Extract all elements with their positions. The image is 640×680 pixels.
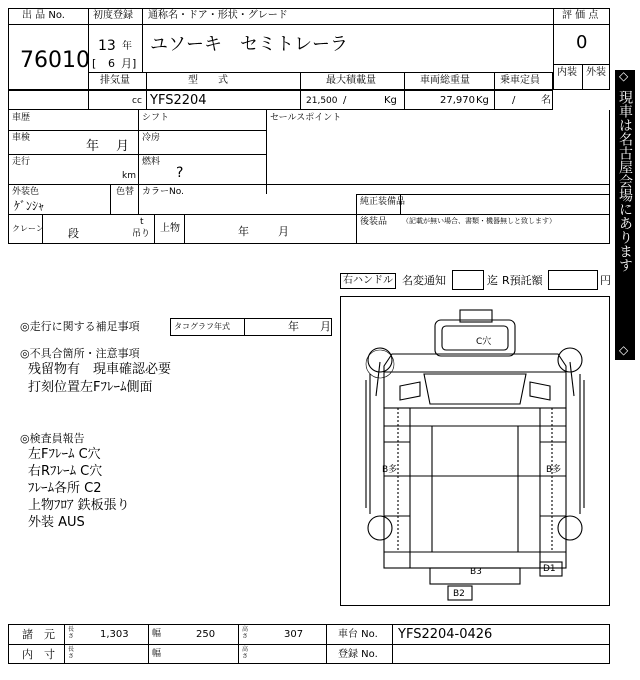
crane-label: クレーン (12, 224, 44, 233)
history-label: 車歴 (12, 113, 31, 123)
r-deposit-label: R預託額 (502, 274, 543, 287)
inner-dims-row-label: 内 寸 (22, 648, 55, 661)
shift-label: シフト (142, 113, 170, 123)
inspection-label: 車検 (12, 133, 31, 143)
defect-line: 打刻位置左Fﾌﾚｰﾑ側面 (28, 380, 153, 395)
inspection-month-unit: 月 (116, 139, 130, 154)
registration-month-open: [ (92, 57, 97, 70)
chassis-number: YFS2204-0426 (398, 627, 493, 642)
gross-weight-label: 車両総重量 (420, 75, 470, 86)
capacity-unit: 名 (541, 95, 551, 106)
capacity-separator: / (512, 95, 516, 106)
inner-width-label: 幅 (152, 649, 162, 659)
lot-label: 出 品 No. (22, 10, 65, 21)
sales-point-label: セールスポイント (270, 113, 342, 123)
exterior-color-value: ｹﾞﾝｼｬ (14, 199, 45, 213)
inspector-line: 右Rﾌﾚｰﾑ C穴 (28, 464, 103, 479)
inspector-title: ◎検査員報告 (20, 432, 85, 445)
lot-number: 76010 (20, 48, 90, 73)
length-value: 1,303 (100, 629, 129, 640)
crane-ton-unit: t (140, 217, 144, 227)
banner-top-diamond: ◇ (619, 69, 629, 83)
score-value: 0 (576, 32, 588, 53)
banner-text: 現車は名古屋会場にあります (617, 90, 633, 272)
inspector-line: 外装 AUS (28, 515, 85, 530)
vehicle-name: ユソーキ セミトレーラ (150, 34, 348, 55)
inspector-line: ﾌﾚｰﾑ各所 C2 (28, 481, 102, 496)
tachograph-label: タコグラフ年式 (174, 322, 230, 331)
banner-bottom-diamond: ◇ (619, 343, 629, 357)
max-load-value: 21,500 (306, 96, 338, 106)
registration-number-label: 登録 No. (338, 649, 378, 660)
width-value: 250 (196, 629, 216, 640)
body-label: 上物 (160, 223, 180, 234)
fuel-value: ? (176, 165, 184, 181)
registration-month-close: 月] (121, 57, 137, 70)
exterior-label: 外装 (586, 67, 606, 78)
r-deposit-box (548, 270, 598, 290)
travel-notes-title: ◎走行に関する補足事項 (20, 320, 140, 333)
venue-banner (615, 70, 635, 360)
damage-mark-rear: B3 (470, 567, 482, 577)
max-load-separator: / (343, 95, 347, 106)
specs-row-label: 諸 元 (22, 628, 55, 641)
color-number-label: カラーNo. (142, 187, 184, 197)
gross-weight-unit: Kg (476, 95, 489, 106)
displacement-unit: cc (132, 96, 142, 106)
height-value: 307 (284, 629, 304, 640)
crane-hang-unit: 吊り (132, 229, 151, 239)
length-label: 長さ (68, 626, 75, 640)
genuine-equipment-label: 純正装備品 (360, 197, 406, 207)
mileage-unit: km (122, 171, 136, 181)
damage-mark-rear-right: D1 (543, 564, 556, 574)
inspector-line: 上物ﾌﾛｱ 鉄板張り (28, 498, 130, 513)
first-registration-label: 初度登録 (93, 10, 133, 21)
name-change-label: 名変通知 (402, 274, 446, 287)
max-load-label: 最大積載量 (326, 75, 376, 86)
inner-height-label: 高さ (242, 646, 249, 660)
right-handle-label: 右ハンドル (343, 275, 393, 286)
damage-mark-left: B多 (382, 465, 398, 475)
crane-stage-unit: 段 (68, 227, 79, 240)
registration-year: 13 (98, 38, 116, 54)
model-value: YFS2204 (150, 93, 207, 108)
capacity-label: 乗車定員 (500, 75, 540, 86)
aftermarket-label: 後装品 (360, 217, 388, 227)
interior-label: 内装 (557, 67, 577, 78)
damage-mark-front: C穴 (476, 337, 492, 347)
color-change-label: 色替 (116, 187, 135, 197)
name-change-box (452, 270, 484, 290)
yen-unit: 円 (600, 274, 611, 287)
registration-year-unit: 年 (122, 41, 132, 52)
displacement-label: 排気量 (100, 75, 130, 86)
height-label: 高さ (242, 626, 249, 640)
fuel-label: 燃料 (142, 157, 161, 167)
damage-mark-bumper: B2 (453, 589, 465, 599)
max-load-unit: Kg (384, 95, 397, 106)
body-month-unit: 月 (278, 225, 289, 238)
tachograph-year-unit: 年 (288, 320, 299, 333)
damage-mark-right: B多 (546, 465, 562, 475)
score-label: 評 価 点 (562, 10, 599, 21)
registration-month: 6 (108, 57, 115, 70)
truck-outline-diagram (340, 296, 610, 606)
model-label: 型 式 (188, 75, 228, 86)
width-label: 幅 (152, 629, 162, 639)
inspection-year-unit: 年 (86, 139, 100, 154)
defect-line: 残留物有 現車確認必要 (28, 362, 172, 377)
inner-length-label: 長さ (68, 646, 75, 660)
mileage-label: 走行 (12, 157, 31, 167)
exterior-color-label: 外装色 (12, 187, 40, 197)
deadline-mark: 迄 (487, 274, 498, 287)
vehicle-name-label: 通称名・ドア・形状・グレード (148, 10, 288, 21)
tachograph-month-unit: 月 (320, 320, 331, 333)
defect-title: ◎不具合箇所・注意事項 (20, 347, 140, 360)
aftermarket-note: （記載が無い場合、書類・機器無しと致します） (402, 217, 556, 225)
body-year-unit: 年 (238, 225, 249, 238)
gross-weight-value: 27,970 (440, 95, 475, 106)
chassis-label: 車台 No. (338, 629, 378, 640)
ac-label: 冷房 (142, 133, 161, 143)
inspector-line: 左Fﾌﾚｰﾑ C穴 (28, 447, 101, 462)
